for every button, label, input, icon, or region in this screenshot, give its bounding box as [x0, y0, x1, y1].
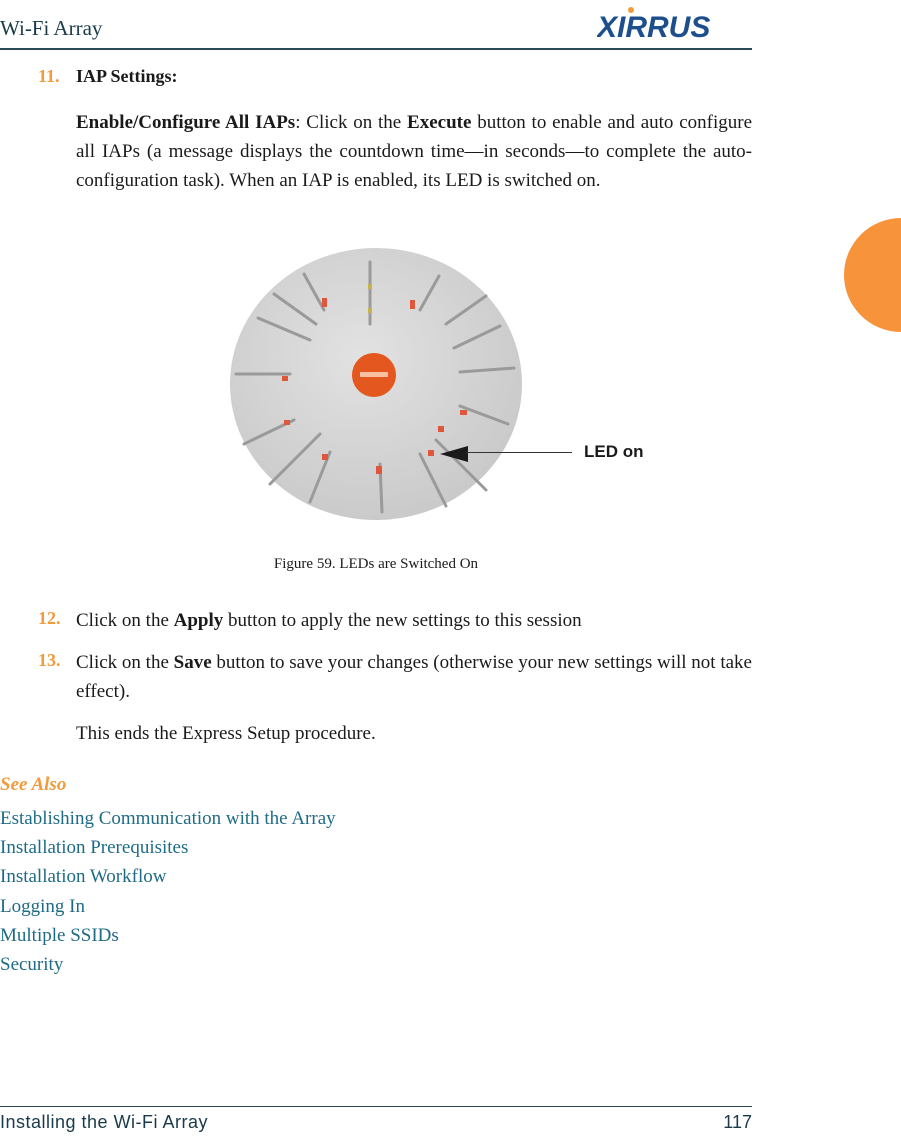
link-establishing-communication[interactable]: Establishing Communication with the Array — [0, 808, 336, 829]
callout-line — [466, 452, 572, 453]
step-11-number: 11. — [38, 66, 60, 86]
link-installation-prerequisites[interactable]: Installation Prerequisites — [0, 837, 189, 859]
step-12-number: 12. — [38, 608, 61, 628]
see-also-links — [0, 804, 336, 979]
figure-caption: Figure 59. LEDs are Switched On — [273, 556, 479, 572]
step-13-number: 13. — [38, 650, 61, 670]
execute-label: Execute — [407, 112, 472, 133]
header-title: Wi-Fi Array — [0, 16, 103, 40]
step-13-paragraph: Click on the Save button to save your changes (otherwise your new settings will not take effect). — [76, 652, 752, 702]
save-label: Save — [173, 652, 212, 673]
logo-text: XIRRUS — [597, 11, 711, 40]
page-number: 117 — [723, 1112, 752, 1132]
header-rule — [0, 48, 752, 50]
footer-section: Installing the Wi-Fi Array — [0, 1112, 209, 1132]
array-photo — [224, 244, 540, 526]
xirrus-logo — [597, 6, 747, 40]
link-security[interactable]: Security — [0, 954, 64, 976]
ends-procedure-text: This ends the Express Setup procedure. — [76, 723, 376, 744]
footer-rule — [0, 1106, 752, 1107]
see-also-heading: See Also — [0, 774, 67, 795]
link-installation-workflow[interactable]: Installation Workflow — [0, 866, 167, 888]
chapter-tab — [844, 218, 901, 332]
link-multiple-ssids[interactable]: Multiple SSIDs — [0, 924, 119, 946]
link-logging-in[interactable]: Logging In — [0, 895, 85, 917]
step-11-title: IAP Settings: — [76, 66, 178, 86]
step-12-paragraph: Click on the Apply button to apply the new settings to this session — [76, 610, 582, 631]
callout-label: LED on — [584, 442, 644, 461]
apply-label: Apply — [173, 610, 224, 631]
enable-configure-label: Enable/Configure All IAPs — [76, 112, 296, 133]
step-11-paragraph: Enable/Configure All IAPs: Click on the Execute button to enable and auto configure all IAPs (a message displays the countdown time—in seconds—to complete the auto-configuration task). When an IAP is enabled, its LED is switched on. — [76, 112, 752, 191]
